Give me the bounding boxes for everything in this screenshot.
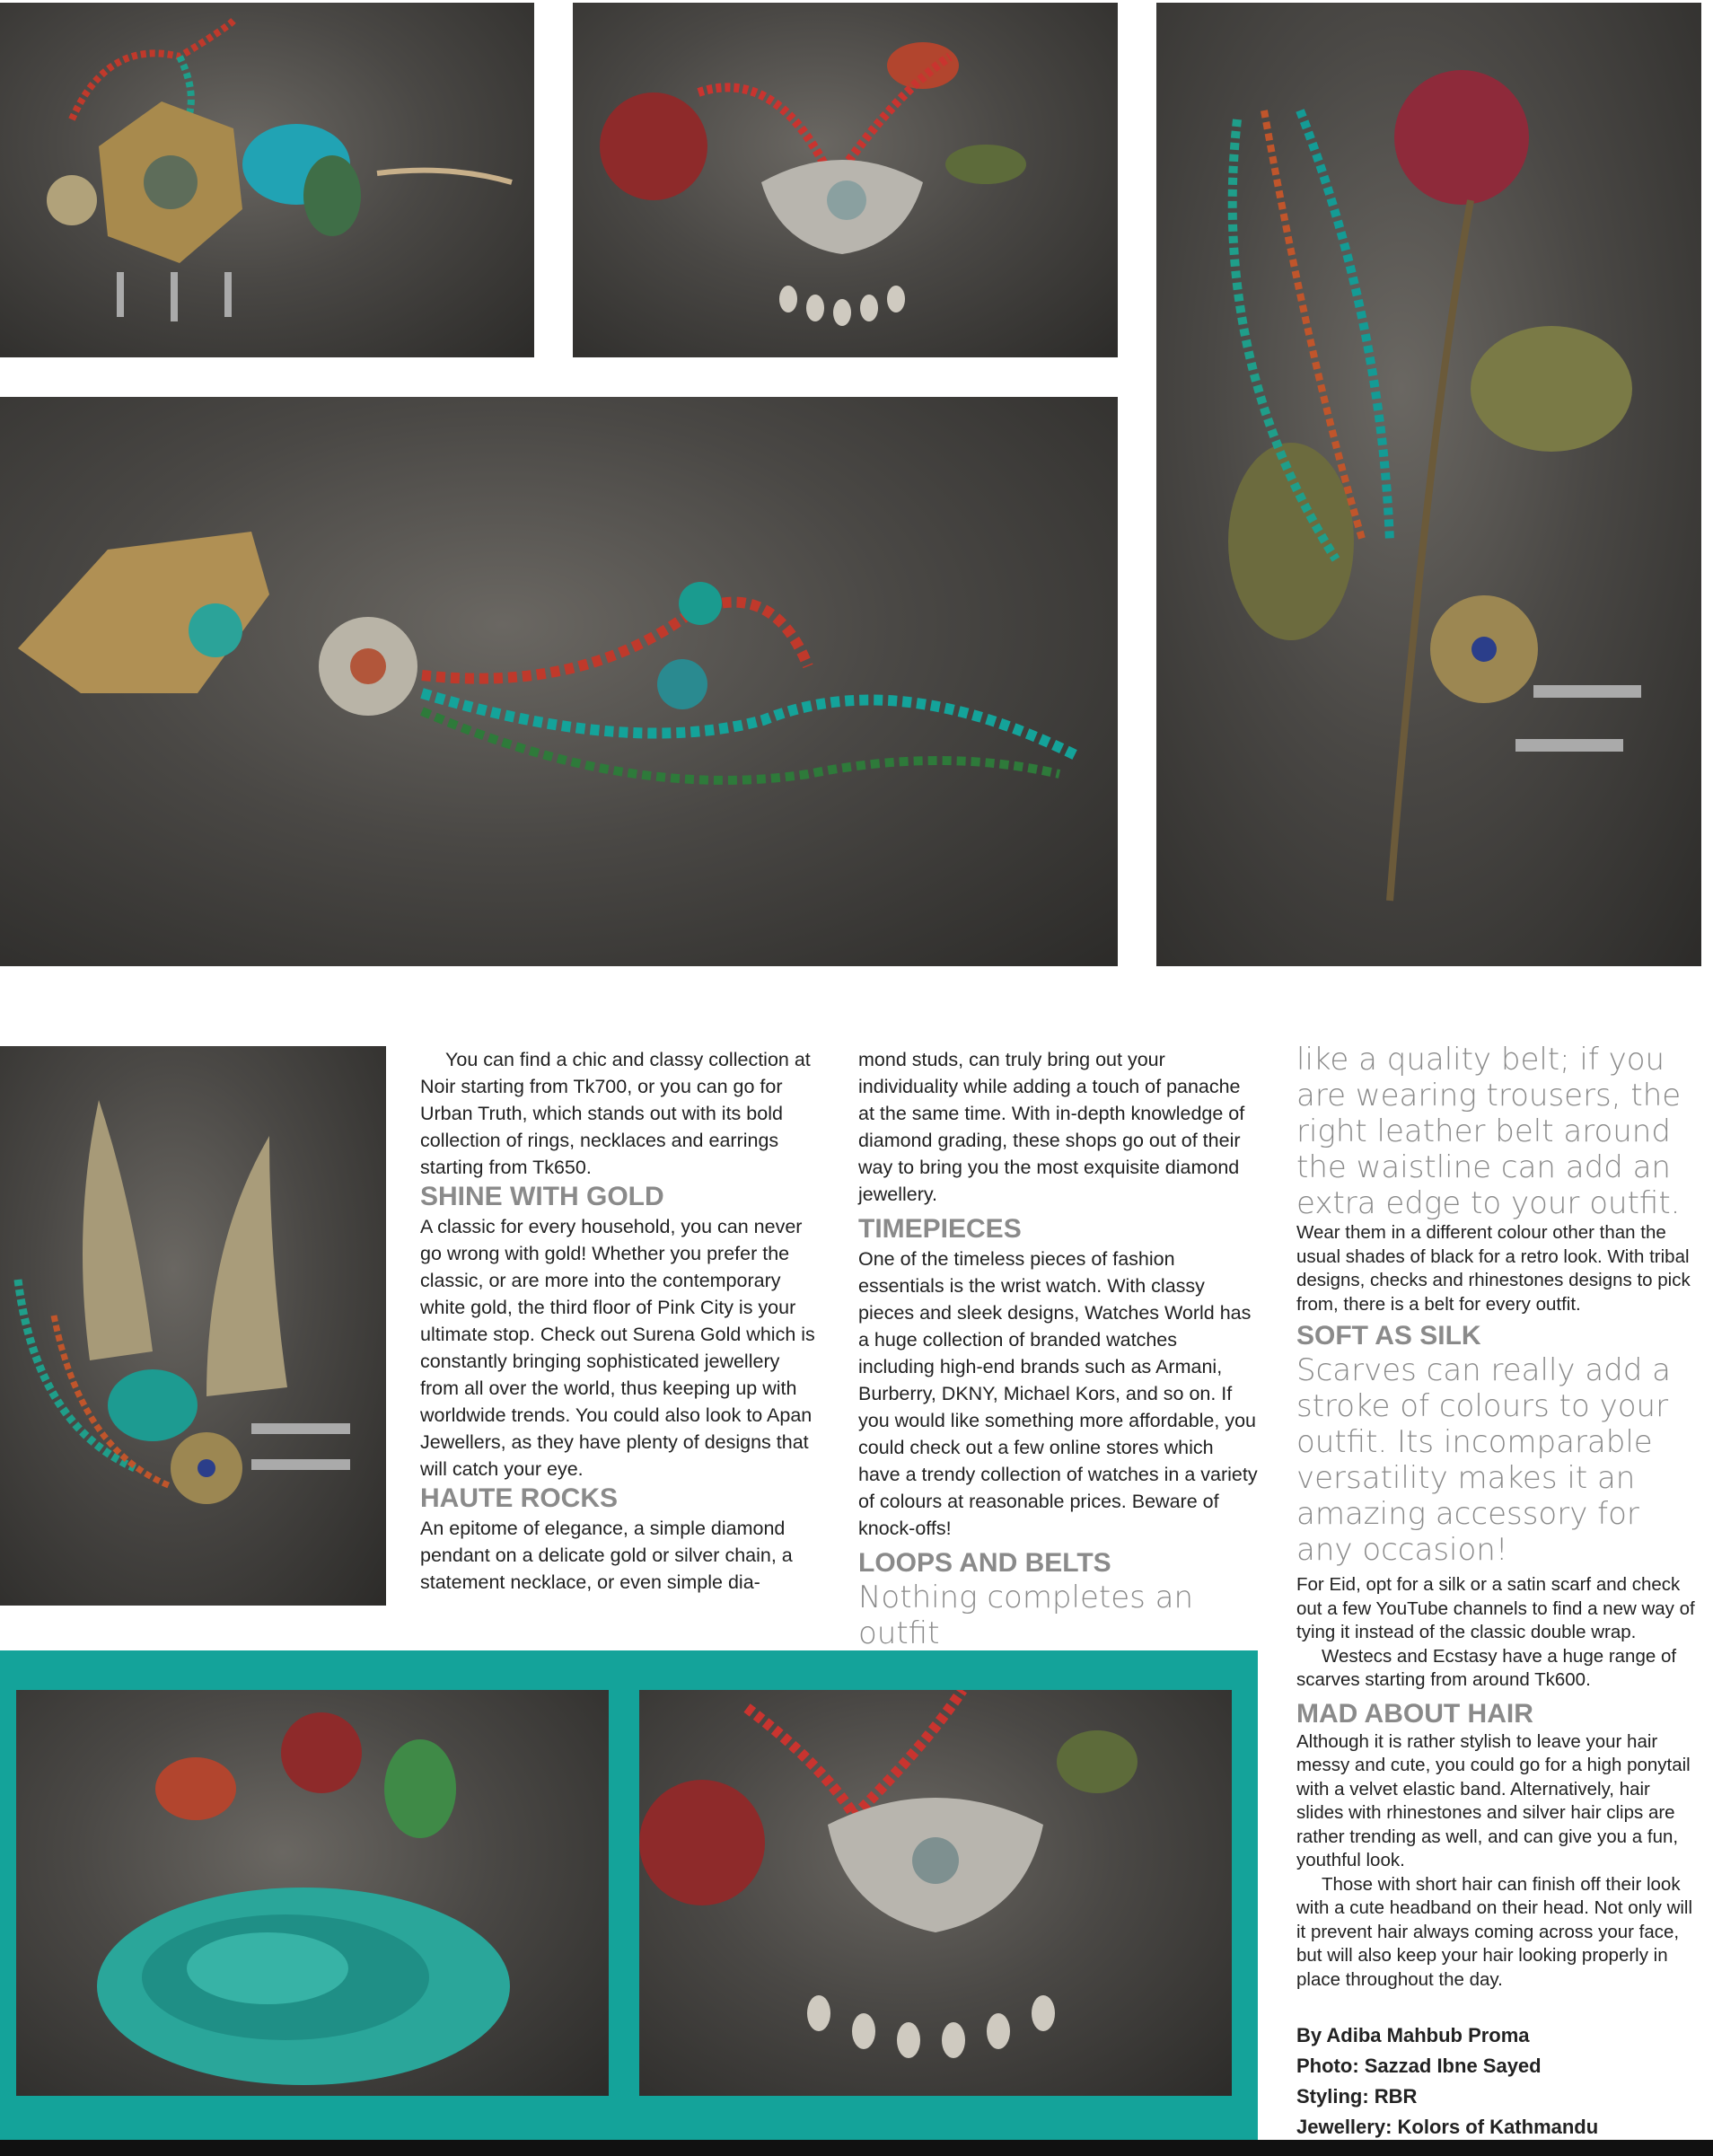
- hair-paragraph-1: Although it is rather stylish to leave your hair messy and cute, you could go for a high ponytail with a velvet elastic band. Alternatively, hair slides with rhinestones and silver hair clips are rather trending as well, and can give you a fun, youthful look.: [1296, 1730, 1691, 1870]
- belts-pull-quote: Nothing completes an outfit: [858, 1580, 1194, 1651]
- rocks-continued-paragraph: mond studs, can truly bring out your individuality while adding a touch of panache at the same time. With in-depth knowledge of diamond grading, these shops go out of their way to bring you the most exquisite diamond jewellery.: [858, 1049, 1245, 1205]
- belts-paragraph: Wear them in a different colour other than the usual shades of black for a retro look. With tribal designs, checks and rhinestones designs to pick from, there is a belt for every outfit.: [1296, 1222, 1691, 1315]
- credit-styling: Styling: RBR: [1296, 2085, 1418, 2108]
- gold-paragraph: A classic for every household, you can never go wrong with gold! Whether you prefer the classic, or are more into the contemporary white gold, the third floor of Pink City is your ultimate stop. Check out Surena Gold which is constantly bringing sophisticated jewellery from all over the world, thus keeping up with worldwide trends. You could also look to Apan Jewellers, as they have plenty of designs that will catch your eye.: [420, 1216, 815, 1480]
- credit-photo: Photo: Sazzad Ibne Sayed: [1296, 2055, 1542, 2077]
- section-heading-rocks: HAUTE ROCKS: [420, 1483, 619, 1513]
- photo-silver-pendant-roses: [573, 3, 1118, 357]
- section-heading-gold: SHINE WITH GOLD: [420, 1182, 664, 1211]
- photo-necklace-buddha: [0, 3, 534, 357]
- credit-jewellery: Jewellery: Kolors of Kathmandu: [1296, 2116, 1599, 2138]
- section-heading-timepieces: TIMEPIECES: [858, 1214, 1022, 1244]
- belts-pull-quote-continued: like a quality belt; if you are wearing trousers, the right leather belt around the waistline can add an extra edge to your outfit.: [1296, 1042, 1682, 1221]
- rocks-paragraph: An epitome of elegance, a simple diamond pendant on a delicate gold or silver chain, a statement necklace, or even simple dia-: [420, 1518, 793, 1593]
- credits-block: [1296, 2020, 1700, 2143]
- photo-horn-necklace-stands: [0, 1046, 386, 1606]
- photo-silver-pendant: [639, 1690, 1232, 2096]
- timepieces-paragraph: One of the timeless pieces of fashion essentials is the wrist watch. With classy pieces and sleek designs, Watches World has a huge collection of branded watches including high-end brands such as Armani, Burberry, DKNY, Michael Kors, and so on. If you would like something more affordable, you could check out a few online stores which have a trendy collection of watches in a variety of colours at reasonable prices. Beware of knock-offs!: [858, 1248, 1258, 1539]
- article-column-2: [858, 1046, 1258, 1651]
- article-column-3: [1296, 1042, 1700, 1992]
- section-heading-hair: MAD ABOUT HAIR: [1296, 1698, 1533, 1729]
- silk-paragraph-1: For Eid, opt for a silk or a satin scarf and check out a few YouTube channels to find a new way of tying it instead of the classic double wrap.: [1296, 1574, 1695, 1642]
- intro-paragraph: You can find a chic and classy collection at Noir starting from Tk700, or you can go for Urban Truth, which stands out with its bold collection of rings, necklaces and earrings starting from Tk650.: [420, 1049, 811, 1178]
- hair-paragraph-2: Those with short hair can finish off their look with a cute headband on their head. Not only will it prevent hair always coming across your face, but will also keep your hair looking properly in place throughout the day.: [1296, 1873, 1693, 1990]
- bottom-rule: [0, 2140, 1713, 2156]
- photo-turquoise-necklace-rose: [1156, 3, 1701, 966]
- credit-author: By Adiba Mahbub Proma: [1296, 2024, 1530, 2046]
- article-column-1: [420, 1046, 821, 1596]
- photo-long-necklace: [0, 397, 1118, 966]
- photo-turquoise-strands: [16, 1690, 609, 2096]
- silk-paragraph-2: Westecs and Ecstasy have a huge range of scarves starting from around Tk600.: [1296, 1645, 1677, 1690]
- section-heading-belts: LOOPS AND BELTS: [858, 1548, 1111, 1578]
- section-heading-silk: SOFT AS SILK: [1296, 1321, 1481, 1351]
- silk-pull-quote: Scarves can really add a stroke of colours to your outfit. Its incomparable versatility makes it an amazing accessory for any occasion!: [1296, 1352, 1671, 1568]
